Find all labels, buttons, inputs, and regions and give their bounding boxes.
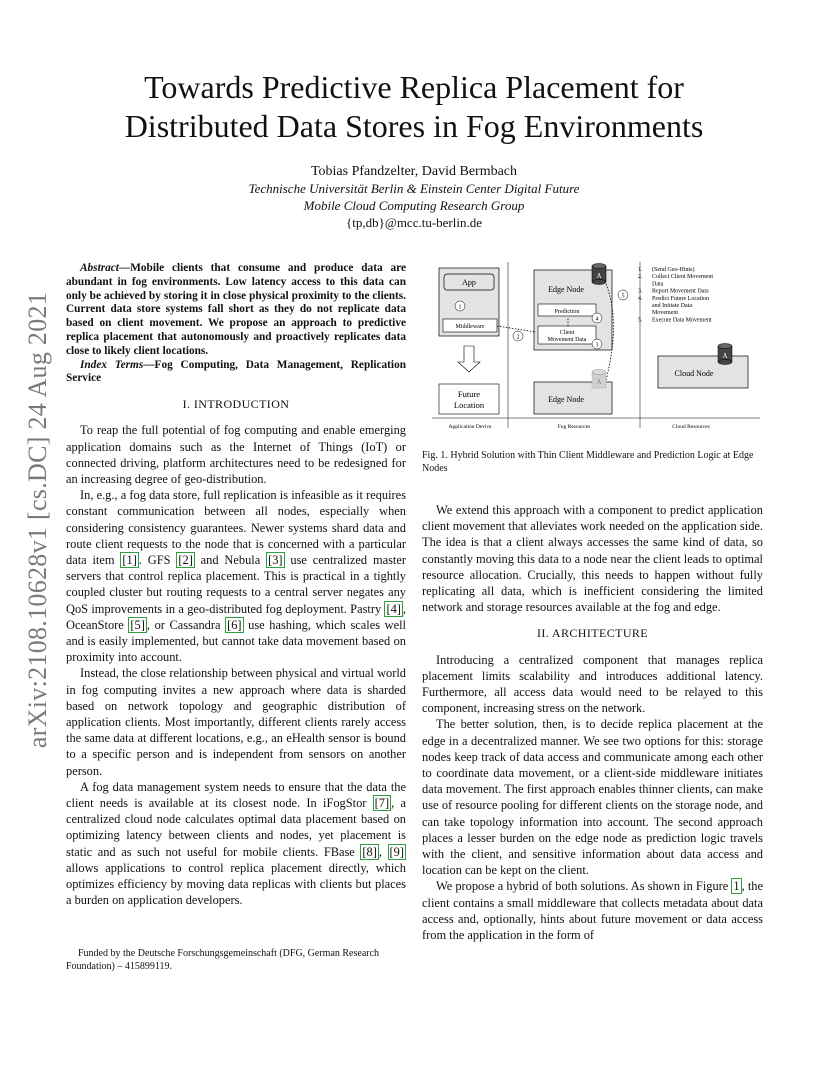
figure-reference-link[interactable]: 1 [733, 879, 740, 894]
edge-node-bottom-label: Edge Node [548, 395, 584, 404]
replica-cylinder-ghost-icon [592, 370, 606, 389]
architecture-figure [426, 262, 766, 438]
citation-link[interactable]: [7] [374, 796, 390, 811]
step-text: Collect Client Movement [652, 274, 713, 281]
step-number: 2. [638, 274, 643, 281]
author-names: Tobias Pfandzelter, David Bermbach [310, 164, 518, 179]
paragraph-arch-3: We propose a hybrid of both solutions. As shown in Figure 1 , the client contains a small middleware that collects metadata about data access and, optionally, hints about future movement or data access from the application in the form of [422, 879, 763, 943]
figure-caption [422, 450, 763, 475]
citation-link[interactable]: [1] [122, 553, 137, 567]
svg-text:5: 5 [621, 293, 625, 300]
cloud-node-label: Cloud Node [674, 369, 714, 378]
step-text: Predict Future Location [652, 295, 709, 302]
step-text: Execute Data Movement [652, 317, 712, 324]
funding-footnote: Funded by the Deutsche Forschungsgemeinschaft (DFG, German Research Foundation) – 415899119. [66, 948, 380, 972]
paragraph-intro-1: To reap the full potential of fog computing and enable emerging application domains such as the Internet of Things (IoT) or connected driving, platform architectures need to be redesigned for an increasing degree of geo-distribution. [66, 423, 406, 486]
affiliation-1: Technische Universität Berlin & Einstein Center Digital Future [248, 181, 580, 196]
section-heading-architecture: II. ARCHITECTURE [536, 626, 649, 641]
app-label: App [462, 278, 476, 287]
title-line-2: Distributed Data Stores in Fog Environments [124, 108, 704, 144]
future-location-label-1: Future [457, 389, 481, 399]
middleware-label: Middleware [455, 324, 485, 330]
replica-cylinder-icon [592, 264, 606, 285]
step-text: and Initiate Data [652, 303, 692, 309]
author-email: {tp,db}@mcc.tu-berlin.de [346, 215, 482, 230]
step-number: 5. [638, 317, 643, 324]
step-number: 1. [638, 267, 643, 273]
citation-link[interactable]: [6] [227, 617, 242, 632]
svg-text:1: 1 [458, 304, 462, 311]
step-text: (Send Geo-Hints) [652, 267, 695, 273]
citation-link[interactable]: [5] [130, 617, 145, 632]
step-text: Movement [652, 310, 678, 317]
zone-label-cloud: Cloud Resources [672, 424, 710, 430]
right-column [422, 502, 763, 943]
paragraph-arch-1: Introducing a centralized component that manages replica placement limits scalability and introduces additional latency. Furthermore, all access data would need to be relayed to this component, increasing stress on the network. [422, 652, 763, 716]
edge-node-top-label: Edge Node [548, 285, 584, 294]
step-number: 4. [638, 295, 643, 302]
step-text: Data [652, 281, 664, 288]
paragraph-arch-2: The better solution, then, is to decide replica placement at the edge in a decentralized manner. We see two options for this: storage nodes keep track of data access and communicate among each other to coordinate data movement, or a client-side middleware initiates data movement. The first approach enables thinner clients, can make use of resource pooling for different clients on the storage node, and can take topology information into account. The second approach places a lesser burden on the edge node as prediction logic travels with the client, and sensitive information about data access and location can be kept on the client. [422, 717, 763, 878]
arxiv-stamp: arXiv:2108.10628v1 [cs.DC] 24 Aug 2021 [23, 291, 52, 749]
svg-text:3: 3 [595, 342, 599, 349]
paragraph-intro-3: Instead, the close relationship between physical and virtual world in fog computing invites a new approach where data is sharded based on network topology and geographic distribution of application clients. Most importantly, different clients rarely access the same data at different locations, e.g., an eHealth sensor is bound to a specific person and is independent from sensors on another person. [66, 666, 406, 778]
svg-text:A: A [596, 272, 602, 280]
zone-label-fog: Fog Resources [557, 424, 591, 430]
svg-text:A: A [722, 352, 728, 360]
left-column [66, 262, 406, 908]
cloud-replica-cylinder-icon [718, 344, 732, 365]
zone-label-app: Application Device [448, 424, 492, 430]
citation-link[interactable]: [4] [386, 601, 401, 616]
abstract-text: —Mobile clients that consume and produce data are abundant in fog environments. Low latency access to this data can only be achieved by storing it in close physical proximity to the clients. Current data store systems fall short as they do not replicate data based on client movement. We propose an approach to predictive replica placement that autonomously and proactively replicates data close to likely client locations. [66, 262, 406, 357]
abstract-label: Abstract [80, 262, 119, 274]
client-movement-label-2: Movement Data [547, 337, 587, 343]
step-text: Report Movement Data [652, 288, 709, 295]
caption-text: Hybrid Solution with Thin Client Middleware and Prediction Logic at Edge Nodes [422, 450, 754, 474]
citation-link[interactable]: [8] [362, 844, 377, 859]
citation-link[interactable]: [9] [389, 844, 404, 859]
paragraph-intro-4: A fog data management system needs to ensure that the data the client needs is available at its closest node. In iFogStor [7] , a centralized cloud node calculates optimal data placement based on optimizing latency between clients and nodes, yet placement is static and as such not useful for mobile clients. FBase [8] , [9] allows applications to control replica placement directly, which optimizes efficiency by moving data replicas with clients but places a burden on application developers. [66, 779, 406, 908]
movement-arrow [458, 346, 480, 372]
index-terms-text: —Fog Computing, Data Management, Replication Service [66, 358, 406, 385]
citation-link[interactable]: [2] [178, 553, 193, 567]
section-heading-introduction: I. INTRODUCTION [182, 397, 290, 412]
future-location-label-2: Location [453, 400, 485, 410]
affiliation-2: Mobile Cloud Computing Research Group [303, 198, 525, 213]
author-block [100, 163, 728, 231]
citation-link[interactable]: [3] [268, 553, 283, 567]
paragraph-extend: We extend this approach with a component to predict application client movement that alleviates work needed on the application side. The idea is that a client always accesses the same kind of data, so constantly moving this data to a node near the client leads to optimal resource allocation. Crucially, this needs to happen without fully replicating all data, which is inefficient considering the limited network and storage resources available at the fog and edge. [422, 503, 763, 615]
prediction-label: Prediction [554, 309, 580, 315]
paragraph-intro-2: In, e.g., a fog data store, full replication is infeasible as it requires constant communication between all nodes, especially when considering consistency guarantees. Newer systems shard data and route client requests to the node that is concerned with a particular data item [1] . GFS [2] and Nebula [3] use centralized master servers that control replica placement. This is practical in a tightly coupled cluster but routing requests to a central server negates any QoS improvements in a geo-distributed fog deployment. Pastry [4] , OceanStore [5] , or Cassandra [6] use hashing, which scales well and is easily implemented, but cannot take data movement based on proximity into account. [66, 488, 406, 665]
index-terms-label: Index Terms [80, 358, 144, 371]
step-list [638, 266, 713, 323]
svg-text:2: 2 [516, 334, 520, 341]
client-movement-label-1: Client [559, 330, 575, 336]
index-terms [66, 359, 406, 387]
abstract [66, 262, 406, 359]
caption-label: Fig. 1. [422, 450, 448, 461]
step-number: 3. [638, 288, 643, 295]
title-line-1: Towards Predictive Replica Placement for [144, 69, 684, 105]
svg-text:A: A [596, 378, 602, 386]
svg-text:4: 4 [595, 316, 599, 323]
paper-title [60, 68, 768, 146]
